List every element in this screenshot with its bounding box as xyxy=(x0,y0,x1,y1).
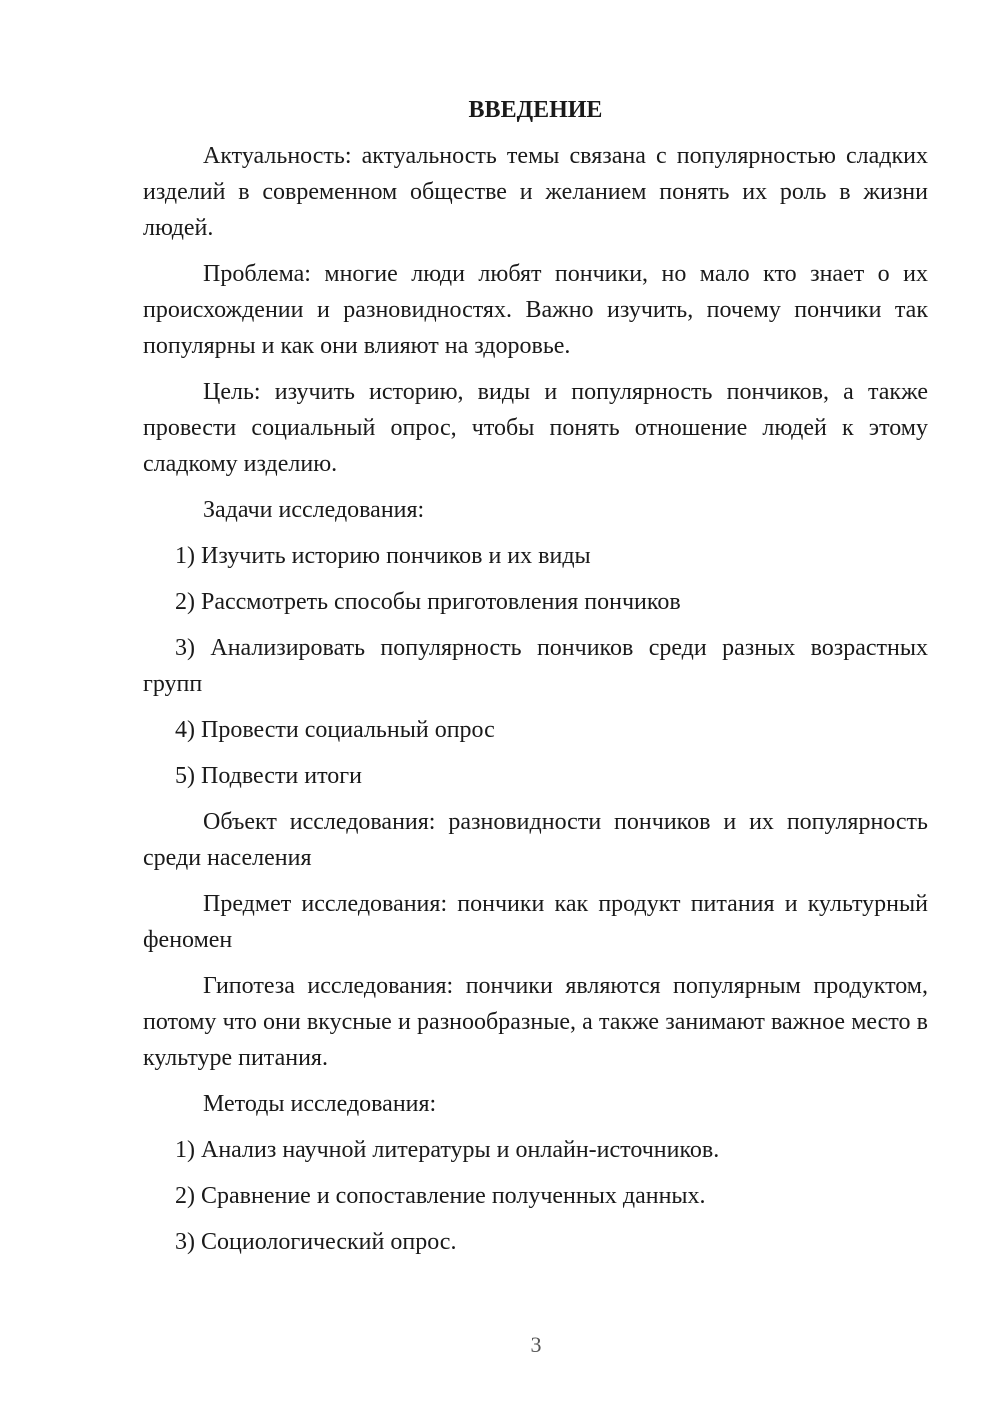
object-paragraph: Объект исследования: разновидности пончиков и их популярность среди населения xyxy=(143,809,928,871)
method-item-2: 2) Сравнение и сопоставление полученных данных. xyxy=(175,1183,706,1209)
relevance-paragraph: Актуальность: актуальность темы связана с популярностью сладких изделий в современном обществе и желанием понять их роль в жизни людей. xyxy=(143,143,928,241)
hypothesis-paragraph: Гипотеза исследования: пончики являются популярным продуктом, потому что они вкусные и разнообразные, а также занимают важное место в культуре питания. xyxy=(143,973,928,1071)
tasks-heading: Задачи исследования: xyxy=(203,497,425,523)
problem-paragraph: Проблема: многие люди любят пончики, но мало кто знает о их происхождении и разновидностях. Важно изучить, почему пончики так популярны и как они влияют на здоровье. xyxy=(143,261,928,359)
method-item-3: 3) Социологический опрос. xyxy=(175,1229,457,1255)
task-item-4: 4) Провести социальный опрос xyxy=(175,717,495,743)
page-number: 3 xyxy=(530,1332,542,1357)
section-title: ВВЕДЕНИЕ xyxy=(468,97,603,123)
task-item-2: 2) Рассмотреть способы приготовления пончиков xyxy=(175,589,681,615)
task-item-1: 1) Изучить историю пончиков и их виды xyxy=(175,543,591,569)
methods-heading: Методы исследования: xyxy=(203,1091,437,1117)
document-page xyxy=(143,92,928,1270)
method-item-1: 1) Анализ научной литературы и онлайн-источников. xyxy=(175,1137,720,1163)
subject-paragraph: Предмет исследования: пончики как продукт питания и культурный феномен xyxy=(143,891,928,953)
task-item-5: 5) Подвести итоги xyxy=(175,763,362,789)
task-item-3: 3) Анализировать популярность пончиков среди разных возрастных групп xyxy=(143,635,928,697)
goal-paragraph: Цель: изучить историю, виды и популярность пончиков, а также провести социальный опрос, чтобы понять отношение людей к этому сладкому изделию. xyxy=(143,379,928,477)
